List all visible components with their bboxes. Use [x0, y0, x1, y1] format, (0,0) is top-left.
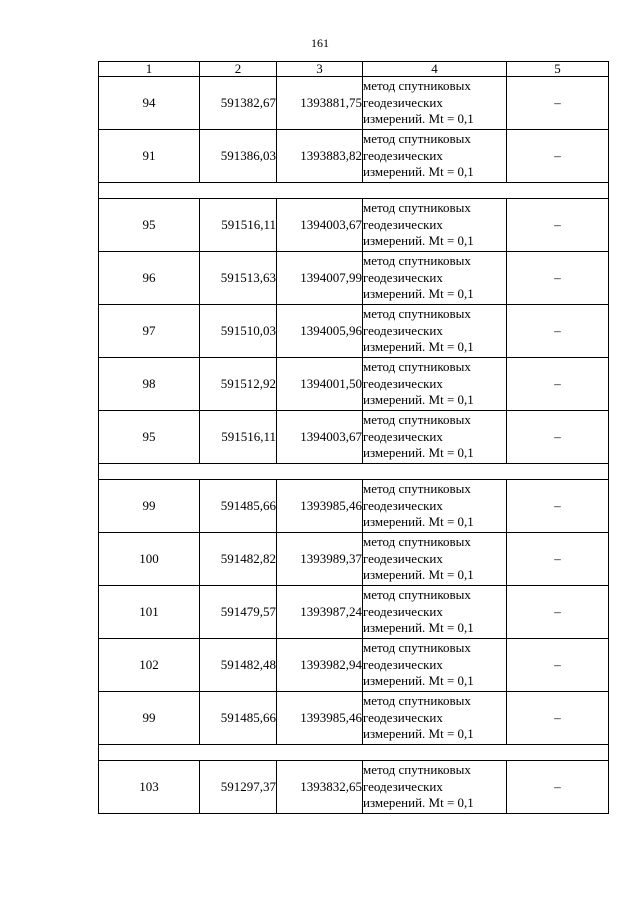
- header-col-3: 3: [277, 62, 363, 77]
- measurement-method: [363, 639, 507, 692]
- method-line: измерений. Mt = 0,1: [363, 726, 474, 742]
- method-line: метод спутниковых: [363, 587, 471, 603]
- method-line: измерений. Mt = 0,1: [363, 795, 474, 811]
- coordinate-x: 591482,82: [200, 533, 277, 586]
- coordinate-y: 1393985,46: [277, 480, 363, 533]
- table-row: [99, 639, 609, 692]
- method-line: измерений. Mt = 0,1: [363, 567, 474, 583]
- method-line: метод спутниковых: [363, 78, 471, 94]
- note-cell: –: [507, 411, 609, 464]
- measurement-method: [363, 130, 507, 183]
- group-separator-row: [99, 183, 609, 199]
- method-line: геодезических: [363, 375, 443, 391]
- note-cell: –: [507, 533, 609, 586]
- point-number: 98: [99, 358, 200, 411]
- point-number: 100: [99, 533, 200, 586]
- separator-cell: [99, 183, 609, 199]
- method-line: метод спутниковых: [363, 200, 471, 216]
- coordinates-table: [98, 61, 609, 814]
- coordinate-x: 591485,66: [200, 480, 277, 533]
- coordinate-y: 1393989,37: [277, 533, 363, 586]
- group-separator-row: [99, 464, 609, 480]
- coordinate-x: 591510,03: [200, 305, 277, 358]
- method-line: измерений. Mt = 0,1: [363, 233, 474, 249]
- header-col-1: 1: [99, 62, 200, 77]
- coordinate-x: 591482,48: [200, 639, 277, 692]
- coordinate-y: 1393982,94: [277, 639, 363, 692]
- coordinate-x: 591382,67: [200, 77, 277, 130]
- method-line: метод спутниковых: [363, 359, 471, 375]
- method-line: геодезических: [363, 269, 443, 285]
- separator-cell: [99, 745, 609, 761]
- method-line: метод спутниковых: [363, 412, 471, 428]
- coordinate-x: 591485,66: [200, 692, 277, 745]
- method-line: геодезических: [363, 428, 443, 444]
- table-row: [99, 305, 609, 358]
- note-cell: –: [507, 761, 609, 814]
- note-cell: –: [507, 305, 609, 358]
- point-number: 94: [99, 77, 200, 130]
- point-number: 101: [99, 586, 200, 639]
- point-number: 96: [99, 252, 200, 305]
- header-col-5: 5: [507, 62, 609, 77]
- method-line: измерений. Mt = 0,1: [363, 392, 474, 408]
- coordinate-x: 591297,37: [200, 761, 277, 814]
- measurement-method: [363, 305, 507, 358]
- method-line: измерений. Mt = 0,1: [363, 620, 474, 636]
- note-cell: –: [507, 199, 609, 252]
- table-row: [99, 411, 609, 464]
- note-cell: –: [507, 692, 609, 745]
- note-cell: –: [507, 77, 609, 130]
- method-line: метод спутниковых: [363, 640, 471, 656]
- method-line: метод спутниковых: [363, 693, 471, 709]
- coordinate-x: 591516,11: [200, 411, 277, 464]
- method-line: геодезических: [363, 656, 443, 672]
- method-line: геодезических: [363, 497, 443, 513]
- coordinate-y: 1394005,96: [277, 305, 363, 358]
- table-row: [99, 358, 609, 411]
- note-cell: –: [507, 639, 609, 692]
- method-line: геодезических: [363, 322, 443, 338]
- measurement-method: [363, 199, 507, 252]
- method-line: измерений. Mt = 0,1: [363, 445, 474, 461]
- coordinate-x: 591513,63: [200, 252, 277, 305]
- method-line: метод спутниковых: [363, 253, 471, 269]
- coordinate-y: 1394003,67: [277, 411, 363, 464]
- method-line: измерений. Mt = 0,1: [363, 111, 474, 127]
- point-number: 99: [99, 480, 200, 533]
- measurement-method: [363, 692, 507, 745]
- method-line: метод спутниковых: [363, 131, 471, 147]
- measurement-method: [363, 358, 507, 411]
- measurement-method: [363, 480, 507, 533]
- coordinate-x: 591386,03: [200, 130, 277, 183]
- measurement-method: [363, 586, 507, 639]
- separator-cell: [99, 464, 609, 480]
- method-line: метод спутниковых: [363, 762, 471, 778]
- coordinate-y: 1394003,67: [277, 199, 363, 252]
- note-cell: –: [507, 586, 609, 639]
- table-row: [99, 533, 609, 586]
- method-line: измерений. Mt = 0,1: [363, 339, 474, 355]
- method-line: геодезических: [363, 603, 443, 619]
- table-row: [99, 761, 609, 814]
- note-cell: –: [507, 130, 609, 183]
- header-col-2: 2: [200, 62, 277, 77]
- point-number: 95: [99, 411, 200, 464]
- coordinate-y: 1394001,50: [277, 358, 363, 411]
- page-number: 161: [311, 36, 329, 50]
- coordinate-y: 1393881,75: [277, 77, 363, 130]
- method-line: измерений. Mt = 0,1: [363, 286, 474, 302]
- point-number: 97: [99, 305, 200, 358]
- coordinate-y: 1393987,24: [277, 586, 363, 639]
- table-body: [99, 77, 609, 814]
- coordinate-y: 1394007,99: [277, 252, 363, 305]
- coordinate-x: 591479,57: [200, 586, 277, 639]
- table-row: [99, 586, 609, 639]
- method-line: геодезических: [363, 94, 443, 110]
- method-line: геодезических: [363, 778, 443, 794]
- note-cell: –: [507, 358, 609, 411]
- method-line: геодезических: [363, 216, 443, 232]
- method-line: метод спутниковых: [363, 534, 471, 550]
- table-row: [99, 692, 609, 745]
- method-line: геодезических: [363, 147, 443, 163]
- note-cell: –: [507, 480, 609, 533]
- coordinate-y: 1393832,65: [277, 761, 363, 814]
- header-col-4: 4: [363, 62, 507, 77]
- method-line: метод спутниковых: [363, 306, 471, 322]
- coordinate-x: 591512,92: [200, 358, 277, 411]
- method-line: измерений. Mt = 0,1: [363, 164, 474, 180]
- method-line: метод спутниковых: [363, 481, 471, 497]
- measurement-method: [363, 252, 507, 305]
- measurement-method: [363, 77, 507, 130]
- method-line: измерений. Mt = 0,1: [363, 514, 474, 530]
- coordinate-y: 1393985,46: [277, 692, 363, 745]
- point-number: 102: [99, 639, 200, 692]
- measurement-method: [363, 761, 507, 814]
- method-line: геодезических: [363, 550, 443, 566]
- point-number: 103: [99, 761, 200, 814]
- table-row: [99, 199, 609, 252]
- coordinate-x: 591516,11: [200, 199, 277, 252]
- coordinate-y: 1393883,82: [277, 130, 363, 183]
- table-row: [99, 252, 609, 305]
- point-number: 95: [99, 199, 200, 252]
- table-header-row: [99, 62, 609, 77]
- note-cell: –: [507, 252, 609, 305]
- table-row: [99, 130, 609, 183]
- measurement-method: [363, 533, 507, 586]
- group-separator-row: [99, 745, 609, 761]
- table-row: [99, 480, 609, 533]
- measurement-method: [363, 411, 507, 464]
- point-number: 91: [99, 130, 200, 183]
- point-number: 99: [99, 692, 200, 745]
- table-row: [99, 77, 609, 130]
- method-line: измерений. Mt = 0,1: [363, 673, 474, 689]
- method-line: геодезических: [363, 709, 443, 725]
